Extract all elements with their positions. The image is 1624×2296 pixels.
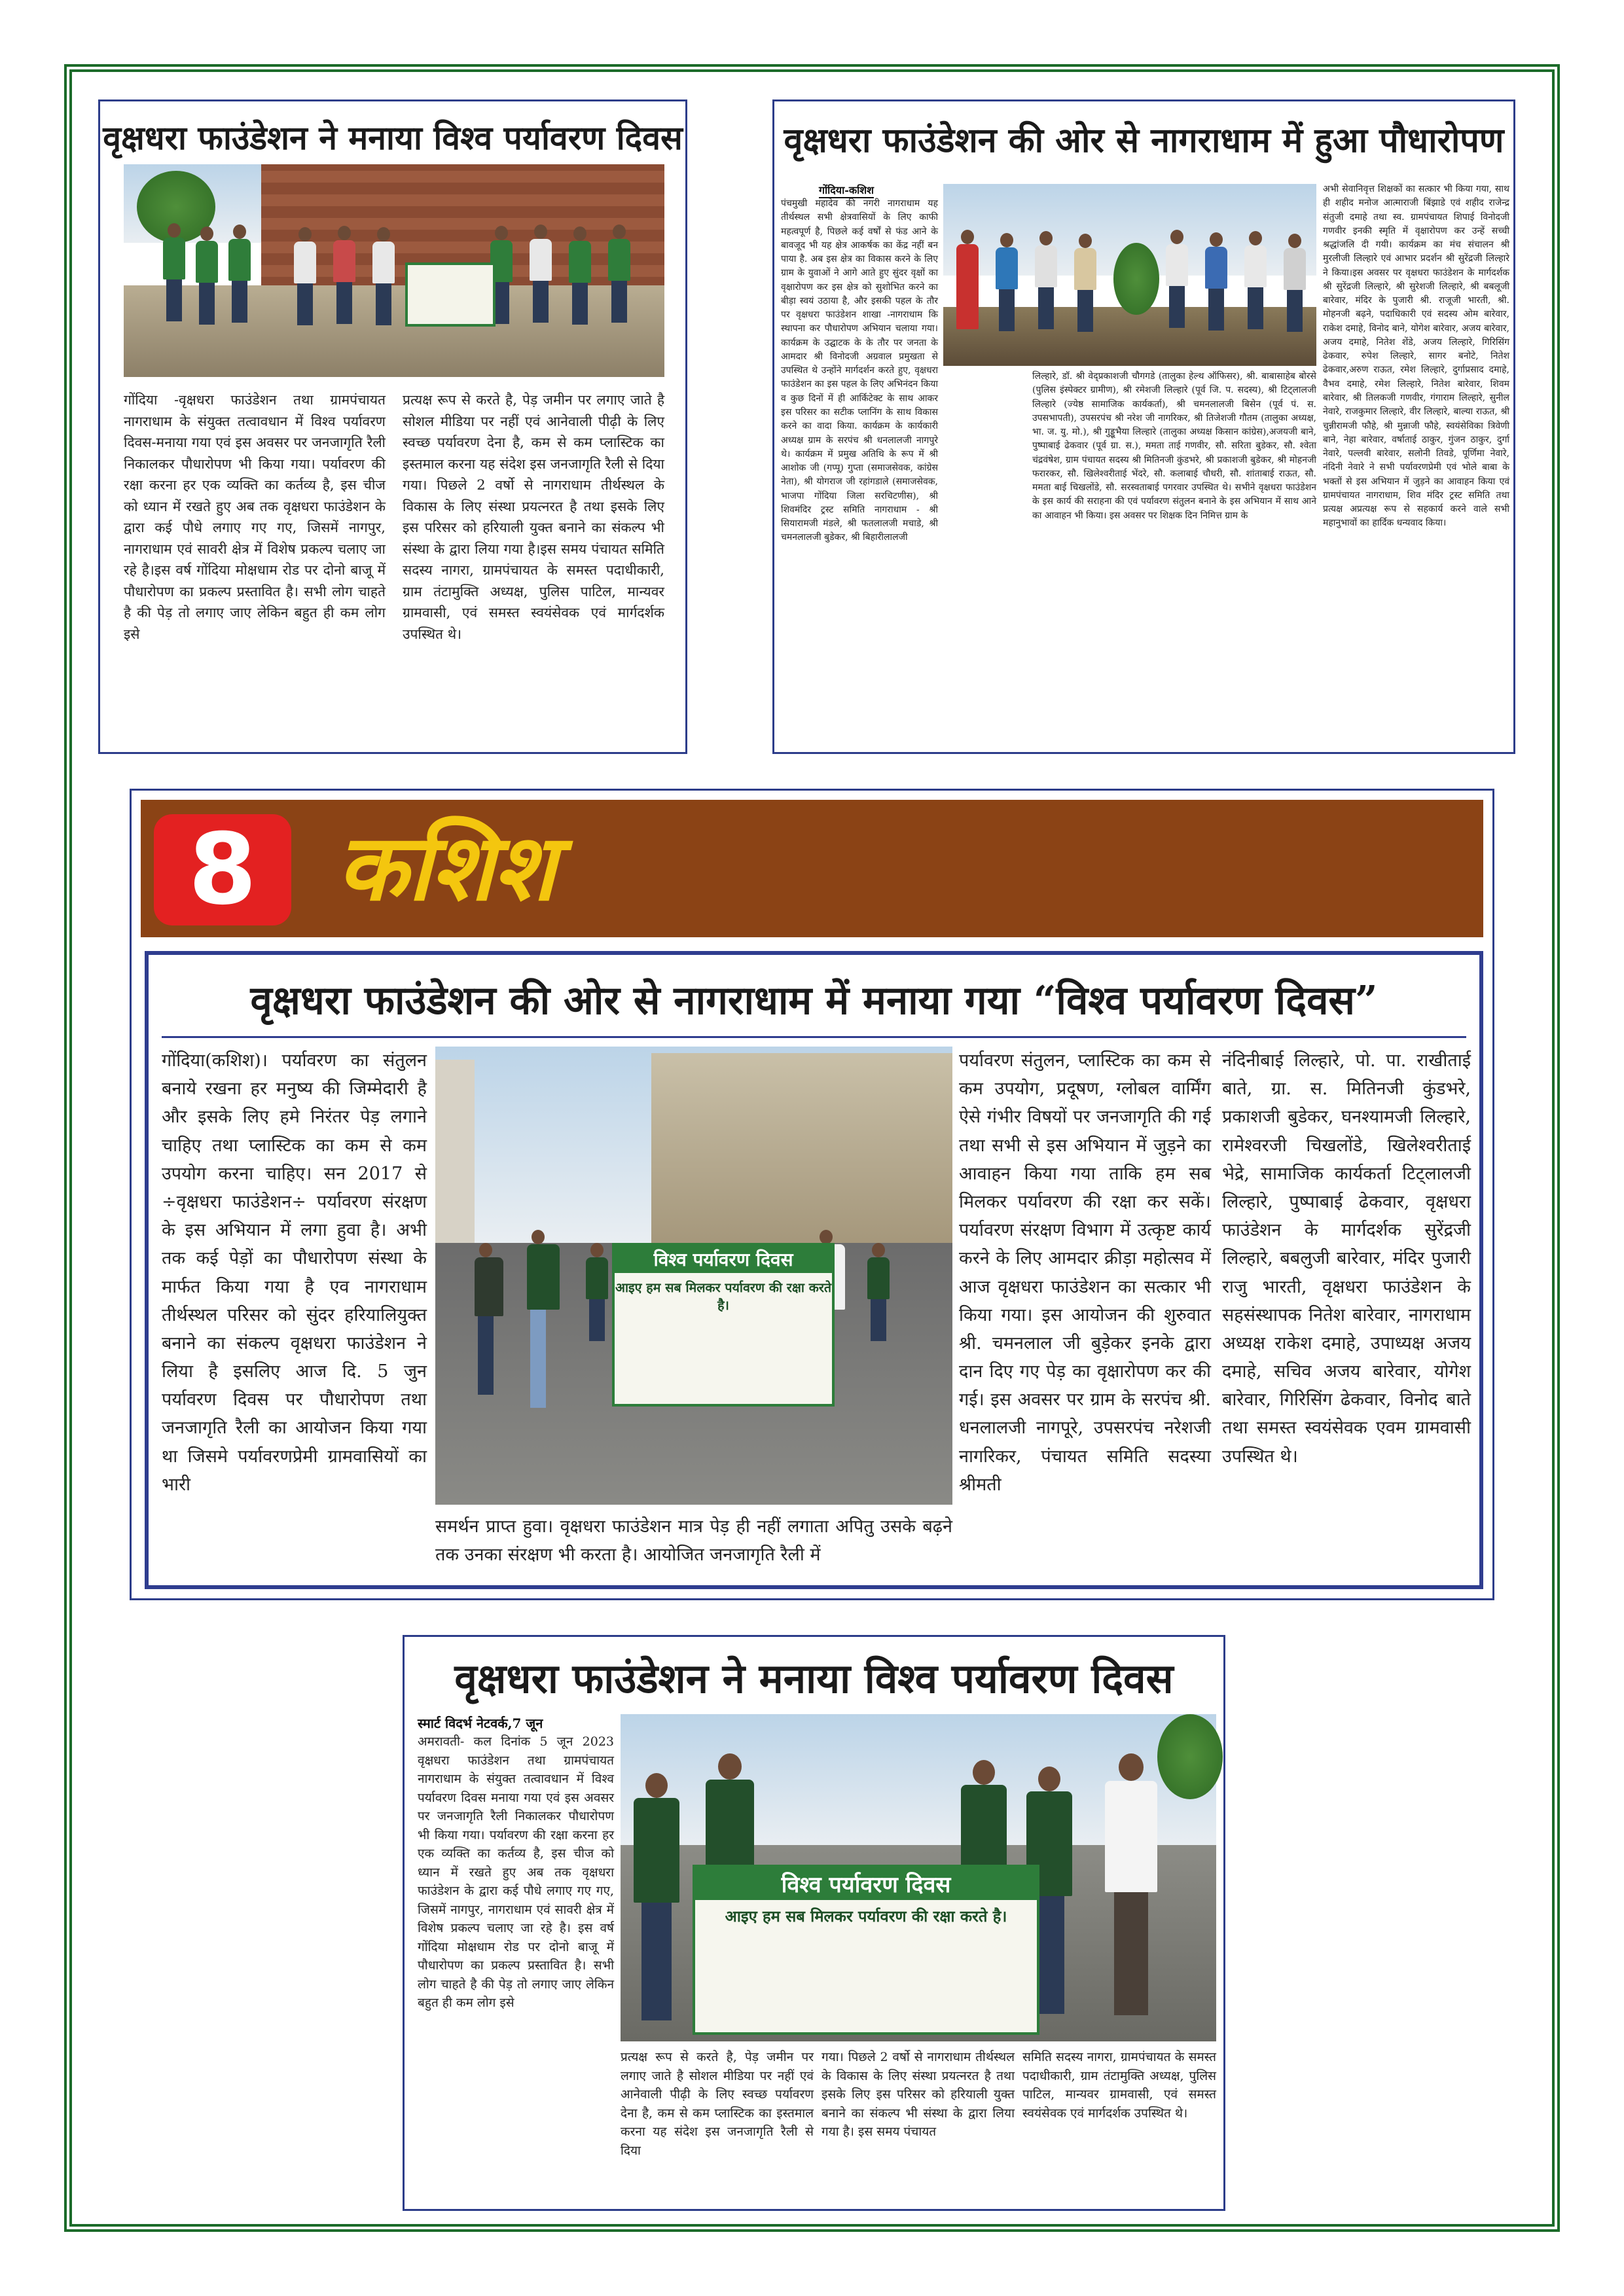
news-clip-4 xyxy=(403,1635,1225,2211)
banner-slogan: आइए हम सब मिलकर पर्यावरण की रक्षा करते है। xyxy=(615,1280,832,1313)
clip3-article xyxy=(145,951,1483,1589)
clip3-column-3: पर्यावरण संतुलन, प्लास्टिक का कम से कम उपयोग, प्रदूषण, ग्लोबल वार्मिंग ऐसे गंभीर विषयों पर जनजागृति की गई तथा सभी से इस अभियान में जुड़ने का आवाहन किया गया ताकि हम सब मिलकर पर्यावरण की रक्षा कर सकें। पर्यावरण संरक्षण विभाग में उत्कृष्ट कार्य करने के लिए आमदार क्रीड़ा महोत्सव में आज वृक्षधरा फाउंडेशन का सत्कार भी किया गया। इस आयोजन की शुरुवात श्री. चमनलाल जी बुड़ेकर इनके द्वारा दान दिए गए पेड़ का वृक्षारोपण कर की गई। इस अवसर पर ग्राम के सरपंच श्री. धनलालजी नागपूरे, उपसरपंच नरेशजी नागरिकर, पंचायत समिति सदस्या श्रीमती xyxy=(959,1050,1211,1495)
clip4-column-2: प्रत्यक्ष रूप से करते है, पेड़ जमीन पर लगाए जाते है सोशल मीडिया पर नहीं एवं आनेवाली पीढ़ी के लिए स्वच्छ पर्यावरण देना है, कम से कम प्लास्टिक का इस्तमाल करना यह संदेश इस जनजागृति रैली से दिया xyxy=(621,2050,814,2158)
clip2-headline: वृक्षधरा फाउंडेशन की ओर से नागराधाम में हुआ पौधारोपण xyxy=(784,120,1504,160)
clip4-photo xyxy=(621,1714,1216,2041)
masthead xyxy=(141,800,1483,937)
clip4-source: स्मार्ट विदर्भ नेटवर्क,7 जून xyxy=(418,1715,543,1731)
banner-title: विश्व पर्यावरण दिवस xyxy=(615,1246,832,1273)
clip1-photo xyxy=(124,164,664,377)
news-clip-3 xyxy=(130,789,1494,1600)
clip3-headline: वृक्षधरा फाउंडेशन की ओर से नागराधाम में मनाया गया “विश्व पर्यावरण दिवस” xyxy=(250,978,1378,1024)
clip3-column-4: नंदिनीबाई लिल्हारे, पो. पा. राखीताई बाते, ग्रा. स. मितिनजी कुंडभरे, प्रकाशजी बुडेकर, घनश्यामजी लिल्हारे, रामेश्वरजी चिखलोंडे, खिलेश्वरीताई भेद्रे, सामाजिक कार्यकर्ता टिट्लालजी लिल्हारे, पुष्पाबाई ढेकवार, वृक्षधरा फाउंडेशन के मार्गदर्शक सुरेंद्रजी लिल्हारे, बबलुजी बारेवार, मंदिर पुजारी राजु भारती, वृक्षधरा फाउंडेशन के सहसंस्थापक नितेश बारेवार, नागराधाम अध्यक्ष राकेश दमाहे, उपाध्यक्ष अजय दमाहे, सचिव अजय बारेवार, योगेश बारेवार, गिरिसिंग ढेकवार, विनोद बाते तथा समस्त स्वयंसेवक एवम ग्रामवासी उपस्थित थे। xyxy=(1222,1050,1471,1467)
clip1-headline: वृक्षधरा फाउंडेशन ने मनाया विश्व पर्यावरण दिवस xyxy=(103,118,683,157)
clip3-photo xyxy=(435,1047,952,1505)
banner-title: विश्व पर्यावरण दिवस xyxy=(695,1867,1037,1900)
clip2-dateline: गोंदिया-कशिश xyxy=(819,183,874,198)
clip3-banner xyxy=(612,1243,835,1407)
clip4-column-4: समिति सदस्य नागरा, ग्रामपंचायत के समस्त पदाधीकारी, ग्राम तंटामुक्ति अध्यक्ष, पुलिस पाटिल, मान्यवर ग्रामवासी, एवं समस्त स्वयंसेवक एवं मार्गदर्शक उपस्थित थे। xyxy=(1022,2050,1216,2121)
news-clip-1 xyxy=(98,99,687,754)
banner-slogan: आइए हम सब मिलकर पर्यावरण की रक्षा करते है। xyxy=(725,1907,1007,1926)
page-number: 8 xyxy=(154,814,291,925)
clip3-below-photo: समर्थन प्राप्त हुवा। वृक्षधरा फाउंडेशन मात्र पेड़ ही नहीं लगाता अपितु उसके बढ़ने तक उनका संरक्षण भी करता है। आयोजित जनजागृति रैली में xyxy=(435,1516,952,1566)
news-clip-2 xyxy=(772,99,1515,754)
clip4-banner xyxy=(693,1865,1039,2035)
clip4-headline: वृक्षधरा फाउंडेशन ने मनाया विश्व पर्यावरण दिवस xyxy=(454,1655,1174,1702)
clip2-column-2: लिल्हारे, डॉ. श्री वेद्प्रकाशजी चौगगडे (तालुका हेल्थ ऑफिसर), श्री. बाबासाहेब बोरसे (पुलिस इंस्पेक्टर ग्रामीण), श्री रमेशजी लिल्हारे (पूर्व जि. प. सदस्य), श्री टिट्लालजी लिल्हारे (ज्येष्ठ सामाजिक कार्यकर्ता), श्री चमनलालजी बिसेन (पूर्व पं. स. उपसभापती), उपसरपंच श्री नरेश जी नागरिकर, श्री तिजेशजी गौतम (तालुका अध्यक्ष, भा. ज. यु. मो.), श्री गुड्डूभैया लिल्हारे (तालुका अध्यक्ष किसान कांग्रेस),अजयजी बाने, पुष्पाबाई ढेकवार (पूर्व ग्रा. स.), ममता ताई गणवीर, सौ. सरिता बुडेकर, सौ. श्वेता चंद्रवंषेश, ग्राम पंचायत सदस्य श्री मितिनजी कुंडभरे, श्री प्रकाशजी बुडेकर, श्री मोहनजी फरारकर, सौ. खिलेश्वरीताई भेंदरे, सौ. कलाबाई चौधरी, सौ. शांताबाई राऊत, सौ. ममता बाई चिखलोंडे, सौ. सरस्वताबाई पगरवार उपस्थित थे। सभीने वृक्षधरा फाउंडेशन के इस कार्य की सराहना की एवं पर्यावरण संतुलन बनाने के इस अभियान में साथ आने का आवाहन भी किया। इस अवसर पर शिक्षक दिन निमित्त ग्राम के xyxy=(1032,371,1316,521)
clip4-column-1: अमरावती- कल दिनांक 5 जून 2023 वृक्षधरा फाउंडेशन तथा ग्रामपंचायत नागराधाम के संयुक्त तत्वावधान में विश्व पर्यावरण दिवस मनाया गया एवं इस अवसर पर जनजागृति रैली निकालकर पौधारोपण भी किया गया। पर्यावरण की रक्षा करना हर एक व्यक्ति का कर्तव्य है, इस चीज को ध्यान में रखते हुए अब तक वृक्षधरा फाउंडेशन के द्वारा कई पौधे लगाए गए गए, जिसमें नागपुर, नागराधाम एवं सावरी क्षेत्र में विशेष प्रकल्प चलाए जा रहे है। इस वर्ष गोंदिया मोक्षधाम रोड पर दोनो बाजू में पौधारोपण का प्रकल्प प्रस्तावित है। सभी लोग चाहते है की पेड़ तो लगाए जाए लेकिन बहुत ही कम लोग इसे xyxy=(418,1734,614,2010)
newspaper-name: कशिश xyxy=(337,815,556,922)
clip1-column-1: गोंदिया -वृक्षधरा फाउंडेशन तथा ग्रामपंचायत नागराधाम के संयुक्त तत्वावधान में विश्व पर्यावरण दिवस-मनाया गया एवं इस अवसर पर जनजागृति रैली निकालकर पौधारोपण भी किया गया। पर्यावरण की रक्षा करना हर एक व्यक्ति का कर्तव्य है, इस चीज को ध्यान में रखते हुए अब तक वृक्षधरा फाउंडेशन के द्वारा कई पौधे लगाए गए गए, जिसमें नागपुर, नागराधाम एवं सावरी क्षेत्र में विशेष प्रकल्प चलाए जा रहे है।इस वर्ष गोंदिया मोक्षधाम रोड पर दोनो बाजू में पौधारोपण का प्रकल्प प्रस्तावित है। सभी लोग चाहते है की पेड़ तो लगाए जाए लेकिन बहुत ही कम लोग इसे xyxy=(124,392,386,643)
clip2-column-3: अभी सेवानिवृत्त शिक्षकों का सत्कार भी किया गया, साथ ही शहीद मनोज आत्माराजी बिंझाडे एवं शहीद राजेन्द्र संतुजी दमाहे तथा स्व. ग्रामपंचायत शिपाई विनोदजी गणवीर इनकी स्मृति में वृक्षारोपण कर उन्हें सच्ची श्रद्धांजलि दी गयी। कार्यक्रम का मंच संचालन श्री मुरलीजी लिल्हारे एवं आभार प्रदर्शन श्री सुरेंद्रजी लिल्हारे ने किया।इस अवसर पर वृक्षधरा फाउंडेशन के मार्गदर्शक श्री सुरेंद्रजी लिल्हारे, श्री सुरेशजी लिल्हारे, श्री बबलूजी बारेवार, मंदिर के पुजारी श्री. राजूजी भारती, श्री. मोहनजी बढ़ने, पदाधिकारी एवं सदस्य ओम बारेवार, राकेश दमाहे, विनोद बाने, योगेश बारेवार, अजय बारेवार, अजय दमाहे, नितेश शेंडे, अजय लिल्हारे, गिरिसिंग ढेकवार, रुपेश लिल्हारे, सागर बनोटे, नितेश ढेकवार,अरुण राऊत, रमेश लिल्हारे, दुर्गाप्रसाद दमाहे, वैभव दमाहे, रमेश लिल्हारे, नितेश बारेवार, शिवम बारेवार, श्री तिलकजी गणवीर, गंगाराम लिल्हारे, सुनील नेवारे, राजकुमार लिल्हारे, वीर लिल्हारे, बाल्या राऊत, श्री चुन्नीरामजी फौहे, श्री मुन्नाजी फौहे, स्वयंसेविका त्रिवेणी बाने, नेहा बारेवार, वर्षाताई ठाकुर, गुंजन ठाकुर, दुर्गा नेवारे, पल्लवी बारेवार, सलोनी तिवडे, पूर्णिमा नेवारे, नंदिनी नेवारे ने सभी पर्यावरणप्रेमी एवं भोले बाबा के भक्तों से इस अभियान में जुड़ने का आवाहन किया एवं ग्रामपंचायत नागराधाम, शिव मंदिर ट्रस्ट समिति तथा प्रत्यक्ष अप्रत्यक्ष रूप से सहकार्य करने वाले सभी महानुभावों का हार्दिक धन्यवाद किया। xyxy=(1323,184,1509,529)
clip3-column-1: गोंदिया(कशिश)। पर्यावरण का संतुलन बनाये रखना हर मनुष्य की जिम्मेदारी है और इसके लिए हमे निरंतर पेड़ लगाने चाहिए तथा प्लास्टिक का कम से कम उपयोग करना चाहिए। सन 2017 से ÷वृक्षधरा फाउंडेशन÷ पर्यावरण संरक्षण के इस अभियान में लगा हुवा है। अभी तक कई पेड़ों का पौधारोपण संस्था के मार्फत किया गया है एव नागराधाम तीर्थस्थल परिसर को सुंदर हरियालियुक्त बनाने का संकल्प वृक्षधरा फाउंडेशन ने लिया है इसलिए आज दि. 5 जुन पर्यावरण दिवस पर पौधारोपण तथा जनजागृति रैली का आयोजन किया गया था जिसमे पर्यावरणप्रेमी ग्रामवासियों का भारी xyxy=(162,1050,427,1495)
clip2-photo xyxy=(943,184,1316,366)
clip4-column-3: गया। पिछले 2 वर्षो से नागराधाम तीर्थस्थल के विकास के लिए संस्था प्रयत्नरत है तथा इसके लिए इस परिसर को हरियाली युक्त बनाने का संकल्प भी संस्था के द्वारा लिया गया है। इस समय पंचायत xyxy=(821,2050,1015,2139)
clip2-column-1: पंचमुखी महादेव की नगरी नागराधाम यह तीर्थस्थल सभी क्षेत्रवासियों के लिए काफी महत्वपूर्ण है, पिछले कई वर्षों से फंड आने के बावजूद भी यह क्षेत्र आकर्षक का केंद्र नहीं बन पाया है. अब इस क्षेत्र का विकास करने के लिए ग्राम के युवाओं ने आगे आते हुए सुंदर वृक्षों का वृक्षारोपण कर इस क्षेत्र को सुशोभित करने का बीड़ा स्वयं उठाया है, और इसकी पहल के तौर पर वृक्षधरा फाउंडेशन शाखा -नागराधाम कि स्थापना कर पौधारोपण अभियान चलाया गया। कार्यक्रम के उद्घाटक के के तौर पर जनता के आमदार श्री विनोदजी अग्रवाल प्रमुखता से उपस्थित थे उन्होंने मार्गदर्शन करते हुए, वृक्षधरा फाउंडेशन का इस पहल के लिए अभिनंदन किया व कुछ दिनों में ही आर्किटेक्ट के साथ आकर इस परिसर का सटीक प्लानिंग के साथ विकास करने का वादा किया. कार्यक्रम के कार्यकारी अध्यक्ष ग्राम के सरपंच श्री धनलालजी नागपुरे थे। कार्यक्रम में प्रमुख अतिथि के रूप में श्री आशोक जी (गप्पू) गुप्ता (समाजसेवक, कांग्रेस नेता), श्री योगराज जी रहांगडाले (समाजसेवक, भाजपा गोंदिया जिला सरचिटणीस), श्री शिवमंदिर ट्रस्ट समिति नागराधाम - श्री सियारामजी मंडले, श्री फतलालजी मचाडे, श्री चमनलालजी बुडेकर, श्री बिहारीलालजी xyxy=(781,198,938,543)
clip1-column-2: प्रत्यक्ष रूप से करते है, पेड़ जमीन पर लगाए जाते है सोशल मीडिया पर नहीं एवं आनेवाली पीढ़ी के लिए स्वच्छ पर्यावरण देना है, कम से कम प्लास्टिक का इस्तमाल करना यह संदेश इस जनजागृति रैली से दिया गया। पिछले 2 वर्षो से नागराधाम तीर्थस्थल के विकास के लिए संस्था प्रयत्नरत है तथा इसके लिए इस परिसर को हरियाली युक्त बनाने का संकल्प भी संस्था के द्वारा लिया गया है।इस समय पंचायत समिति सदस्य नागरा, ग्रामपंचायत के समस्त पदाधीकारी, ग्राम तंटामुक्ति अध्यक्ष, पुलिस पाटिल, मान्यवर ग्रामवासी, एवं समस्त स्वयंसेवक एवं मार्गदर्शक उपस्थित थे। xyxy=(403,392,664,643)
